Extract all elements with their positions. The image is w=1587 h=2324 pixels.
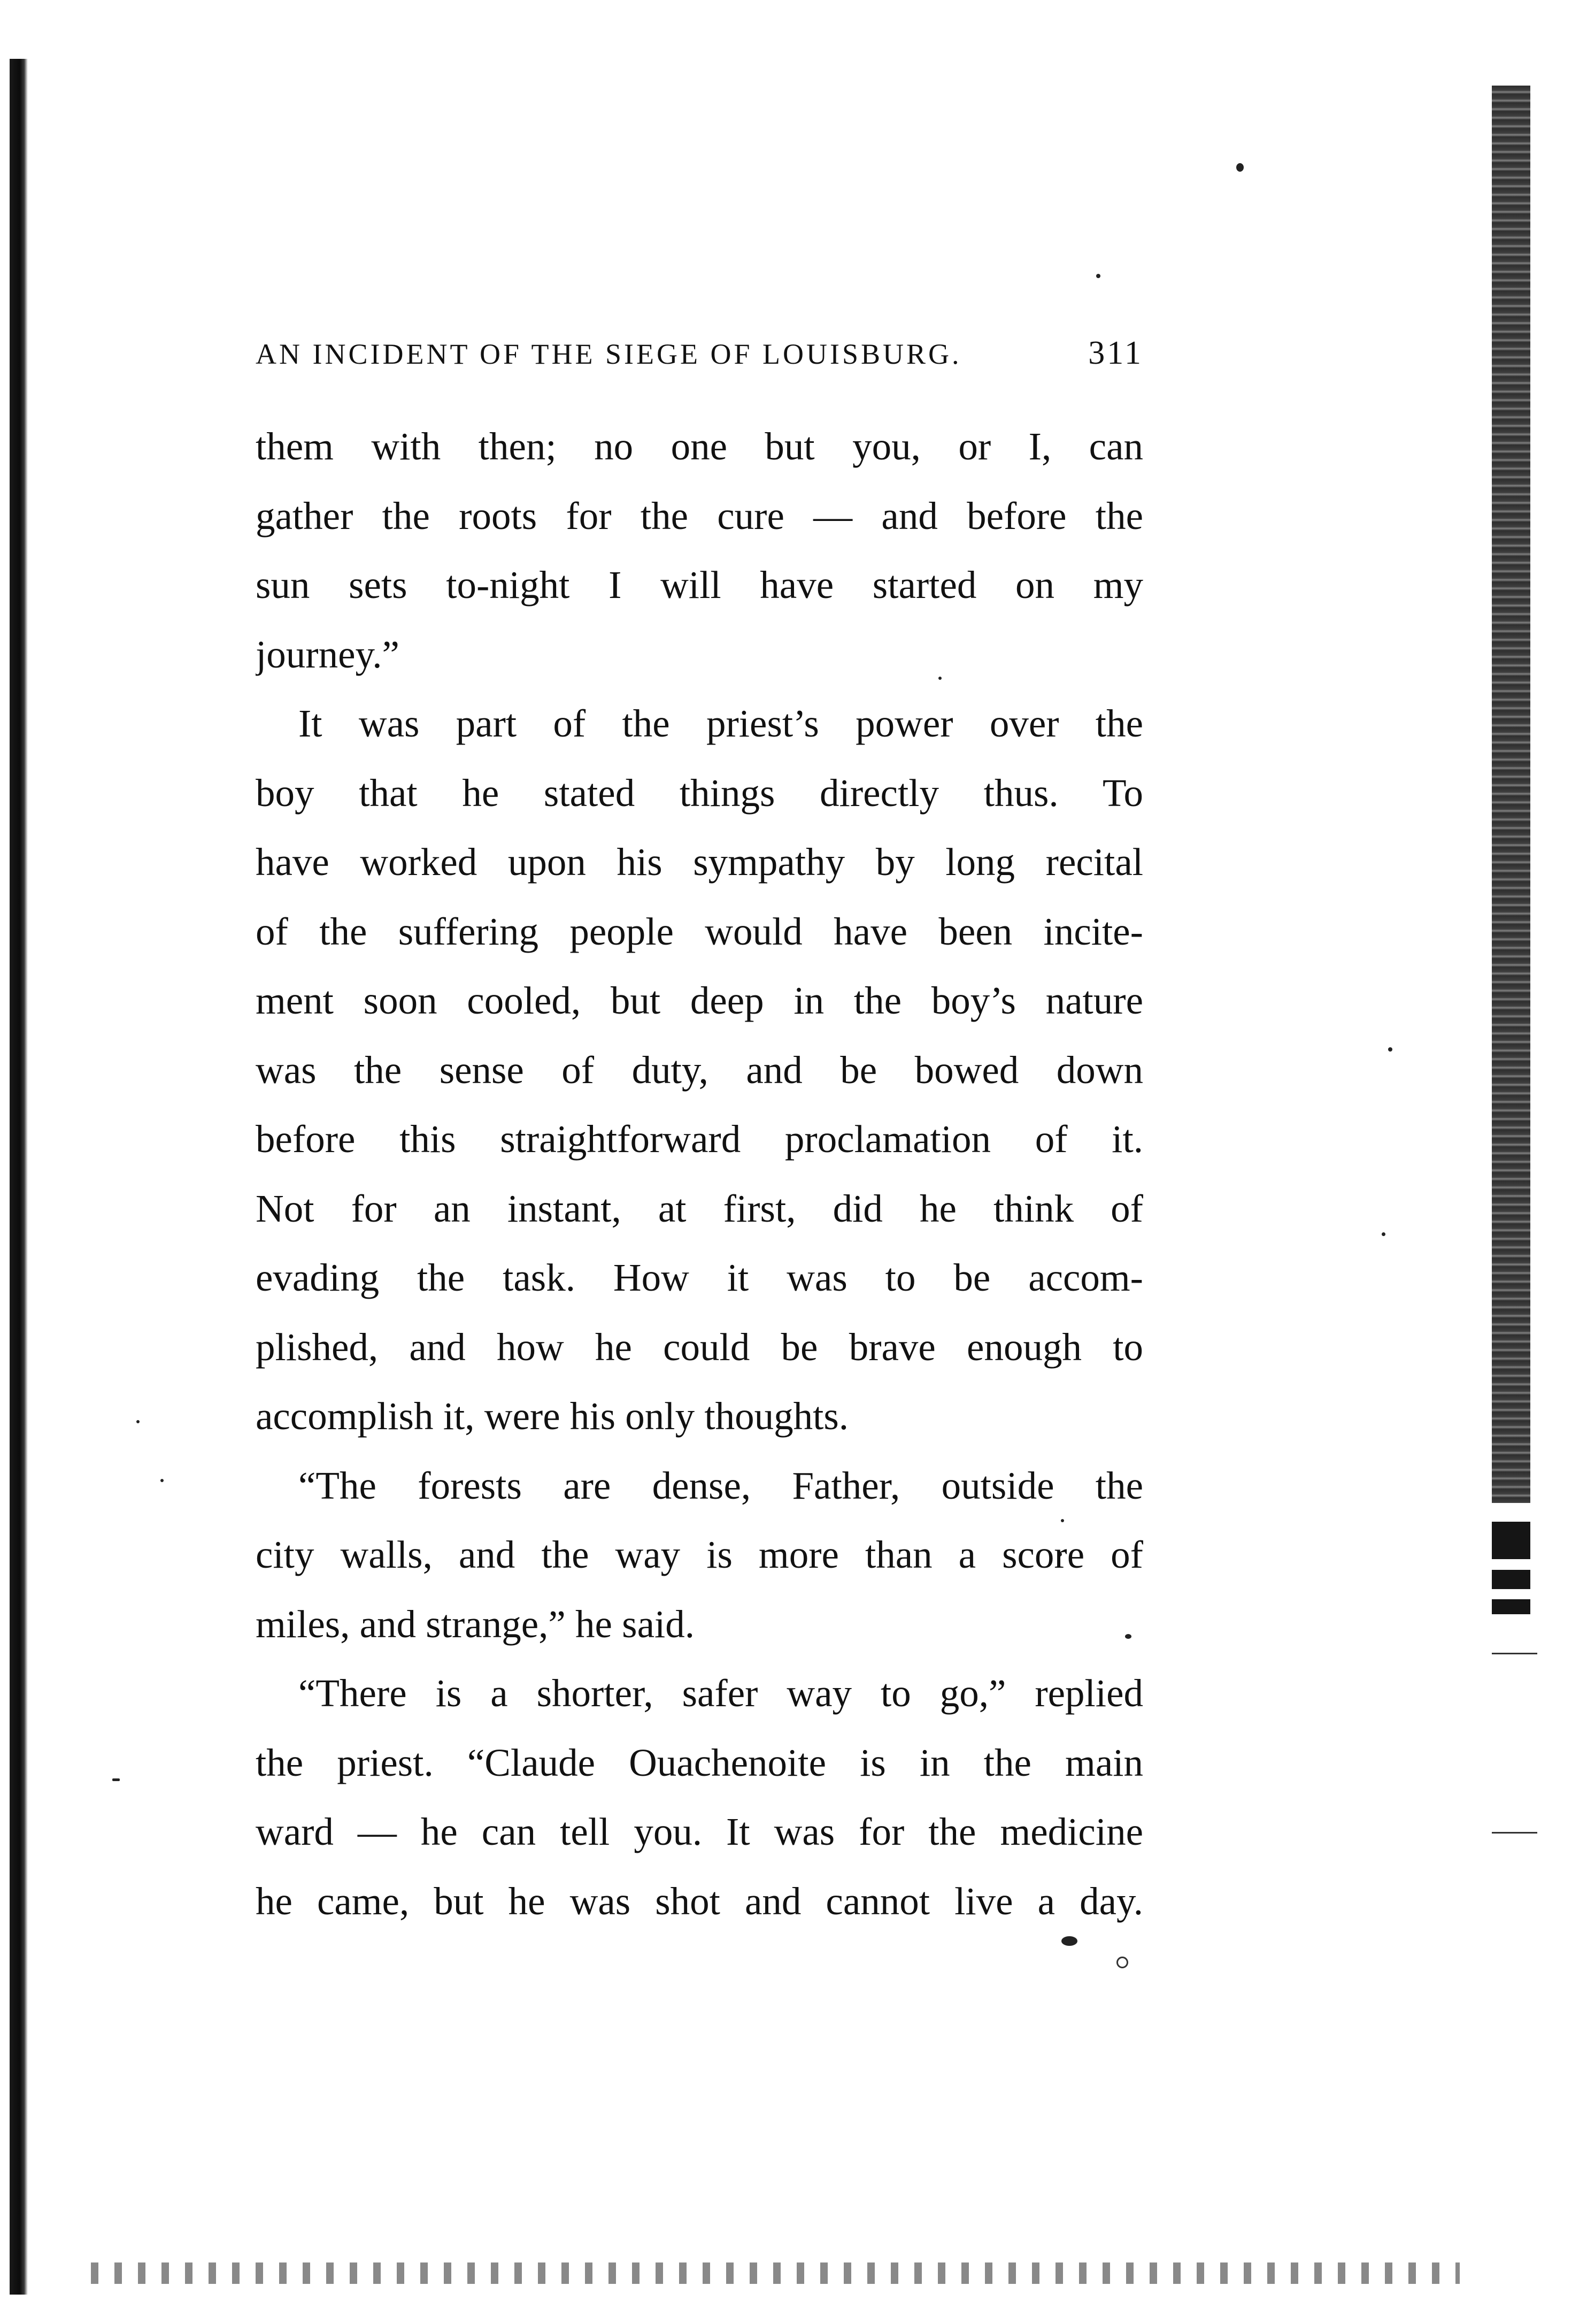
text-line: sun sets to-night I will have started on my bbox=[256, 563, 1143, 607]
scan-mark bbox=[1492, 1599, 1530, 1614]
text-line: he came, but he was shot and cannot live a day. bbox=[256, 1879, 1143, 1923]
text-line: gather the roots for the cure — and before the bbox=[256, 494, 1143, 538]
scan-rule bbox=[1492, 1653, 1537, 1654]
page-number: 311 bbox=[1088, 335, 1143, 371]
scan-speck bbox=[136, 1420, 140, 1423]
scan-mark bbox=[1492, 1522, 1530, 1559]
scan-rule bbox=[1492, 1832, 1537, 1834]
running-head bbox=[256, 334, 1143, 377]
scan-speck bbox=[112, 1778, 120, 1781]
scan-speck bbox=[1096, 274, 1100, 278]
text-line: ment soon cooled, but deep in the boy’s nature bbox=[256, 979, 1143, 1022]
text-line: miles, and strange,” he said. bbox=[256, 1602, 695, 1646]
text-line: them with then; no one but you, or I, can bbox=[256, 425, 1143, 468]
text-line: accomplish it, were his only thoughts. bbox=[256, 1394, 849, 1438]
text-line: was the sense of duty, and be bowed down bbox=[256, 1048, 1143, 1092]
text-line: of the suffering people would have been incite- bbox=[256, 909, 1143, 953]
scan-speck bbox=[1388, 1047, 1392, 1052]
text-line: Not for an instant, at first, did he think of bbox=[256, 1186, 1143, 1230]
text-line: “There is a shorter, safer way to go,” replied bbox=[298, 1671, 1143, 1715]
scan-speck bbox=[1061, 1936, 1077, 1946]
text-line: before this straightforward proclamation of it. bbox=[256, 1117, 1143, 1161]
scan-speck bbox=[1382, 1232, 1385, 1236]
scan-speck bbox=[1236, 163, 1244, 172]
text-line: boy that he stated things directly thus. To bbox=[256, 771, 1143, 815]
text-line: It was part of the priest’s power over the bbox=[298, 702, 1143, 745]
body-text bbox=[256, 412, 1143, 1936]
scan-speck bbox=[1116, 1957, 1128, 1968]
text-line: city walls, and the way is more than a score of bbox=[256, 1533, 1143, 1576]
text-line: journey.” bbox=[256, 632, 399, 676]
text-line: evading the task. How it was to be accom- bbox=[256, 1256, 1143, 1299]
text-line: ward — he can tell you. It was for the medicine bbox=[256, 1810, 1143, 1853]
scan-speck bbox=[160, 1479, 164, 1482]
scan-edge-right bbox=[1492, 86, 1530, 1503]
text-line: “The forests are dense, Father, outside the bbox=[298, 1463, 1143, 1507]
text-line: the priest. “Claude Ouachenoite is in the main bbox=[256, 1740, 1143, 1784]
running-head-title: AN INCIDENT OF THE SIEGE OF LOUISBURG. bbox=[256, 338, 962, 370]
text-line: plished, and how he could be brave enough to bbox=[256, 1325, 1143, 1369]
binding-edge bbox=[10, 59, 28, 2295]
text-line: have worked upon his sympathy by long recital bbox=[256, 840, 1143, 884]
scan-noise-bottom bbox=[91, 2262, 1460, 2284]
scan-mark bbox=[1492, 1570, 1530, 1589]
